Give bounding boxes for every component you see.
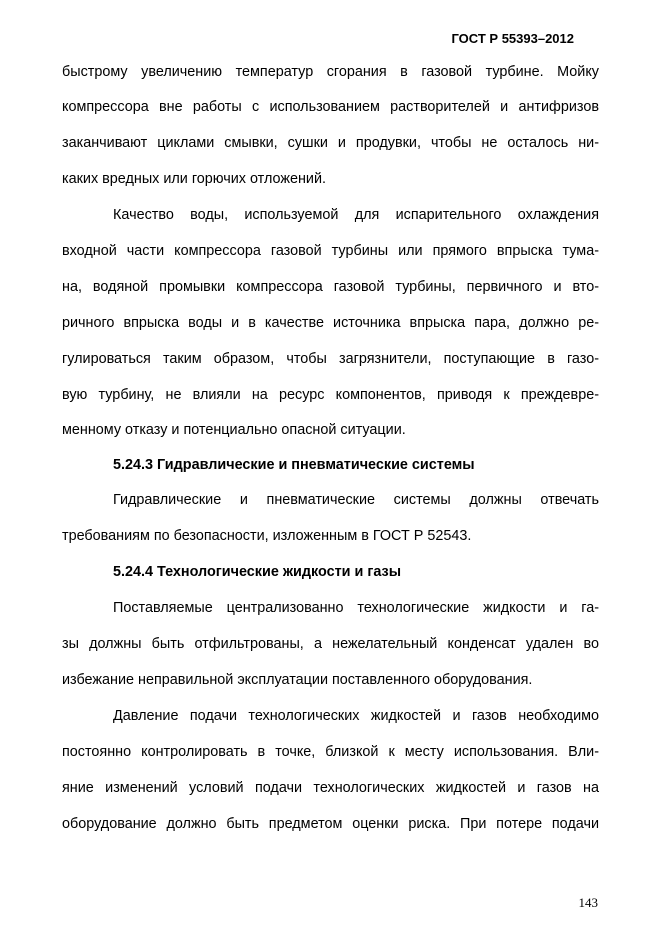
- text-line: постоянно контролировать в точке, близкой к месту использования. Вли-: [62, 744, 599, 760]
- text-line: менному отказу и потенциально опасной ситуации.: [62, 422, 406, 438]
- text-line: яние изменений условий подачи технологических жидкостей и газов на: [62, 780, 599, 796]
- text-line: оборудование должно быть предметом оценки риска. При потере подачи: [62, 816, 599, 832]
- text-line: избежание неправильной эксплуатации поставленного оборудования.: [62, 672, 533, 688]
- section-heading: 5.24.3 Гидравлические и пневматические системы: [113, 457, 475, 473]
- text-line: Качество воды, используемой для испарительного охлаждения: [113, 207, 599, 223]
- text-line: ричного впрыска воды и в качестве источника впрыска пара, должно ре-: [62, 315, 599, 331]
- text-line: заканчивают циклами смывки, сушки и продувки, чтобы не осталось ни-: [62, 135, 599, 151]
- text-line: вую турбину, не влияли на ресурс компонентов, приводя к преждевре-: [62, 387, 599, 403]
- text-line: на, водяной промывки компрессора газовой турбины, первичного и вто-: [62, 279, 599, 295]
- page-number: 143: [578, 895, 598, 910]
- document-header: ГОСТ Р 55393–2012: [451, 31, 574, 46]
- text-line: каких вредных или горючих отложений.: [62, 171, 326, 187]
- text-line: Давление подачи технологических жидкостей и газов необходимо: [113, 708, 599, 724]
- text-line: быстрому увеличению температур сгорания в газовой турбине. Мойку: [62, 64, 599, 80]
- section-heading: 5.24.4 Технологические жидкости и газы: [113, 564, 401, 580]
- text-line: Гидравлические и пневматические системы должны отвечать: [113, 492, 599, 508]
- text-line: Поставляемые централизованно технологические жидкости и га-: [113, 600, 599, 616]
- text-line: компрессора вне работы с использованием растворителей и антифризов: [62, 99, 599, 115]
- text-line: зы должны быть отфильтрованы, а нежелательный конденсат удален во: [62, 636, 599, 652]
- text-line: входной части компрессора газовой турбины или прямого впрыска тума-: [62, 243, 599, 259]
- text-line: гулироваться таким образом, чтобы загрязнители, поступающие в газо-: [62, 351, 599, 367]
- text-line: требованиям по безопасности, изложенным в ГОСТ Р 52543.: [62, 528, 472, 544]
